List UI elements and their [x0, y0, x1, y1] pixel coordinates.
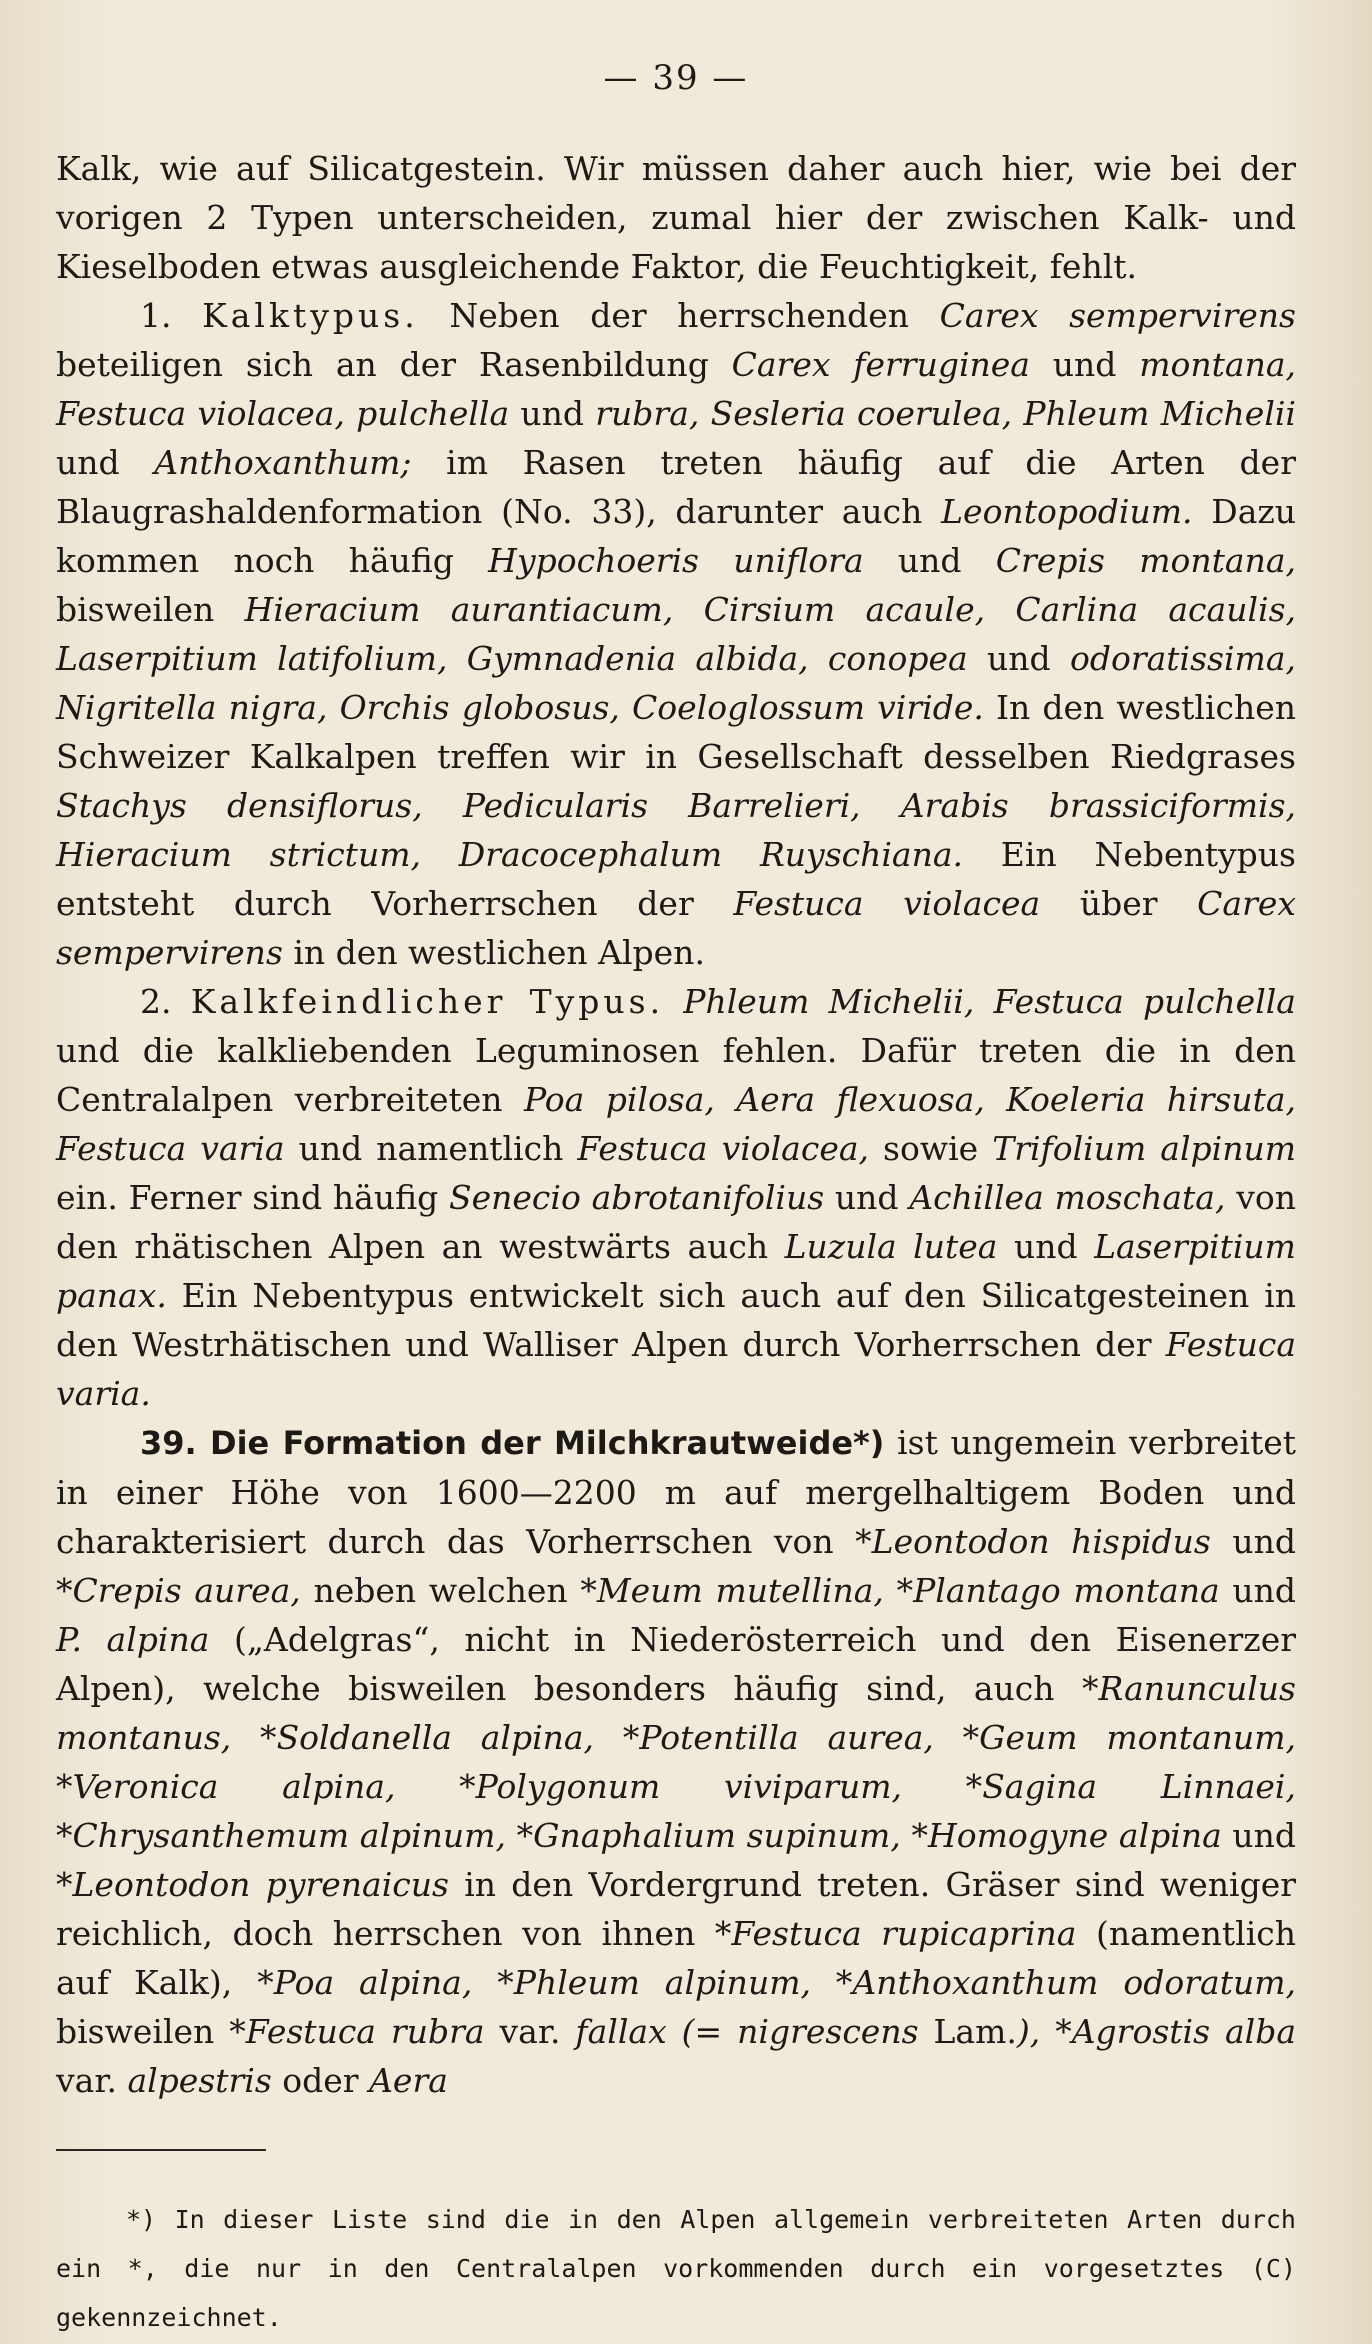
- text-segment: und: [967, 639, 1070, 678]
- text-segment: in den Vordergrund treten. Gräser sind weniger reichlich, doch herrschen von ihnen *: [56, 1865, 1296, 1953]
- text-segment: Soldanella alpina,: [276, 1718, 595, 1757]
- text-segment: sowie: [869, 1129, 993, 1168]
- text-segment: Hypochoeris uniflora: [488, 541, 864, 580]
- footnote: *) In dieser Liste sind die in den Alpen allgemein verbreiteten Arten durch ein *, die nur in den Centralalpen vorkommenden durch ein vorgesetztes (C) gekennzeichnet.: [56, 2205, 1296, 2332]
- text-segment: Festuca violacea,: [577, 1129, 870, 1168]
- text-segment: Leontodon hispidus: [871, 1522, 1211, 1561]
- text-segment: Hieracium aurantiacum, Cirsium acaule, Carlina acaulis, Laserpitium latifolium, Gymnadenia albida, conopea: [56, 590, 1296, 678]
- text-segment: Laserpitium panax.: [56, 1227, 1296, 1315]
- text-segment: von den rhätischen Alpen an westwärts auch: [56, 1178, 1296, 1266]
- text-segment: Crepis montana,: [995, 541, 1296, 580]
- text-segment: und *: [56, 1816, 1296, 1904]
- text-segment: Festuca rupicaprina: [731, 1914, 1077, 1953]
- text-segment: und: [56, 443, 155, 482]
- text-segment: *: [902, 1767, 983, 1806]
- text-segment: Ranunculus montanus,: [56, 1669, 1296, 1757]
- text-segment: *: [933, 1718, 980, 1757]
- text-segment: Carex ferruginea: [731, 345, 1030, 384]
- text-segment: *: [231, 1718, 277, 1757]
- text-segment: Chrysanthemum alpinum,: [72, 1816, 506, 1855]
- text-segment: Agrostis alba: [1071, 2012, 1296, 2051]
- text-segment: Kalk, wie auf Silicatgestein. Wir müssen daher auch hier, wie bei der vorigen 2 Typen unterscheiden, zumal hier der zwischen Kalk- und Kieselboden etwas ausgleichende Faktor, die Feuchtigkeit, fehlt.: [56, 149, 1296, 286]
- text-segment: Lam.: [918, 2012, 1017, 2051]
- text-segment: P. alpina: [56, 1620, 210, 1659]
- text-segment: bisweilen: [56, 590, 245, 629]
- section-heading: 39. Die Formation der Milchkrautweide*): [140, 1424, 885, 1462]
- text-segment: und: [509, 394, 596, 433]
- text-segment: Crepis aurea,: [72, 1571, 301, 1610]
- text-segment: neben welchen *: [300, 1571, 597, 1610]
- text-segment: und *: [56, 1522, 1296, 1610]
- text-segment: im Rasen treten häufig auf die Arten der Blaugrashaldenformation (No. 33), darunter auch: [56, 443, 1296, 531]
- text-segment: ),: [1016, 2012, 1041, 2051]
- text-segment: alpestris: [127, 2061, 272, 2100]
- text-segment: Potentilla aurea,: [639, 1718, 934, 1757]
- text-segment: Aera: [369, 2061, 448, 2100]
- text-segment: und namentlich: [284, 1129, 578, 1168]
- footnote-divider: [56, 2149, 266, 2151]
- text-segment: und: [863, 541, 996, 580]
- text-segment: *: [56, 1816, 73, 1855]
- text-segment: *: [900, 1816, 928, 1855]
- text-segment: odoratissima, Nigritella nigra, Orchis globosus, Coeloglossum viride.: [56, 639, 1296, 727]
- text-segment: Stachys densiflorus, Pedicularis Barrelieri, Arabis brassiciformis, Hieracium strictum, Dracocephalum Ruyschiana.: [56, 786, 1296, 874]
- text-segment: und: [997, 1227, 1095, 1266]
- text-segment: *: [505, 1816, 534, 1855]
- text-segment: [664, 982, 683, 1021]
- text-segment: Meum mutellina,: [596, 1571, 884, 1610]
- text-segment: fallax (= nigrescens: [575, 2012, 919, 2051]
- text-segment: var.: [484, 2012, 576, 2051]
- text-segment: Leontodon pyrenaicus: [72, 1865, 449, 1904]
- text-segment: Festuca violacea: [733, 884, 1041, 923]
- text-segment: ein. Ferner sind häufig: [56, 1178, 449, 1217]
- text-segment: Trifolium alpinum: [992, 1129, 1296, 1168]
- text-segment: *: [395, 1767, 476, 1806]
- paragraph: [56, 977, 1296, 1418]
- text-segment: Carex sempervirens: [939, 296, 1296, 335]
- text-segment: Achillea moschata,: [909, 1178, 1226, 1217]
- text-segment: Phleum alpinum,: [513, 1963, 811, 2002]
- text-segment: *: [810, 1963, 853, 2002]
- text-segment: und: [824, 1178, 910, 1217]
- text-segment: bisweilen *: [56, 2012, 246, 2051]
- type-label: Kalktypus.: [202, 296, 419, 335]
- paragraph: [56, 1418, 1296, 2105]
- page-number: — 39 —: [603, 58, 749, 98]
- paragraph: [56, 291, 1296, 977]
- text-segment: Anthoxanthum;: [154, 443, 412, 482]
- text-segment: beteiligen sich an der Rasenbildung: [56, 345, 732, 384]
- text-segment: Sagina Linnaei,: [982, 1767, 1296, 1806]
- text-segment: Gnaphalium supinum,: [533, 1816, 901, 1855]
- text-segment: Neben der herrschenden: [418, 296, 940, 335]
- text-segment: Leontopodium.: [941, 492, 1193, 531]
- text-segment: ist ungemein verbreitet in einer Höhe von 1600—2200 m auf mergelhaltigem Boden und charakterisiert durch das Vorherrschen von *: [56, 1423, 1296, 1561]
- text-segment: Festuca rubra: [245, 2012, 485, 2051]
- text-segment: *: [883, 1571, 914, 1610]
- text-segment: Dazu kommen noch häufig: [56, 492, 1297, 580]
- text-segment: oder: [271, 2061, 370, 2100]
- text-segment: 1.: [140, 296, 203, 335]
- text-segment: Geum montanum,: [979, 1718, 1296, 1757]
- text-segment: Senecio abrotanifolius: [449, 1178, 825, 1217]
- text-segment: Homogyne alpina: [927, 1816, 1222, 1855]
- text-segment: (namentlich auf Kalk), *: [56, 1914, 1296, 2002]
- text-segment: *: [472, 1963, 514, 2002]
- text-segment: Phleum Michelii, Festuca pulchella: [683, 982, 1296, 1021]
- text-segment: Ein Nebentypus entwickelt sich auch auf den Silicatgesteinen in den Westrhätischen und Walliser Alpen durch Vorherrschen der: [56, 1276, 1296, 1364]
- text-segment: über: [1040, 884, 1198, 923]
- type-label: Kalkfeindlicher Typus.: [190, 982, 665, 1021]
- text-segment: und die kalkliebenden Leguminosen fehlen. Dafür treten die in den Centralalpen verbreiteten: [56, 1031, 1296, 1119]
- text-segment: Ein Nebentypus entsteht durch Vorherrschen der: [56, 835, 1296, 923]
- text-segment: *: [594, 1718, 640, 1757]
- text-segment: Poa alpina,: [273, 1963, 473, 2002]
- text-segment: var.: [56, 2061, 128, 2100]
- text-segment: Carex sempervirens: [56, 884, 1296, 972]
- text-segment: und: [1029, 345, 1140, 384]
- text-segment: und: [1219, 1571, 1296, 1610]
- text-segment: Plantago montana: [913, 1571, 1220, 1610]
- text-segment: Poa pilosa, Aera flexuosa, Koeleria hirsuta, Festuca varia: [56, 1080, 1296, 1168]
- text-segment: („Adelgras“, nicht in Niederösterreich und den Eisenerzer Alpen), welche bisweilen besonders häufig sind, auch *: [56, 1620, 1296, 1708]
- text-segment: Festuca varia.: [56, 1325, 1296, 1413]
- text-segment: In den westlichen Schweizer Kalkalpen treffen wir in Gesellschaft desselben Riedgrases: [56, 688, 1297, 776]
- paragraph: [56, 144, 1296, 291]
- text-segment: Polygonum viviparum,: [475, 1767, 903, 1806]
- text-segment: montana, Festuca violacea, pulchella: [56, 345, 1296, 433]
- text-segment: in den westlichen Alpen.: [282, 933, 705, 972]
- text-segment: *: [1040, 2012, 1072, 2051]
- main-text: [56, 144, 1296, 2105]
- text-segment: Anthoxanthum odoratum,: [852, 1963, 1296, 2002]
- text-segment: *: [56, 1767, 73, 1806]
- text-segment: 2.: [140, 982, 191, 1021]
- text-segment: rubra, Sesleria coerulea, Phleum Michelii: [595, 394, 1296, 433]
- text-segment: Veronica alpina,: [72, 1767, 396, 1806]
- text-segment: Luzula lutea: [784, 1227, 998, 1266]
